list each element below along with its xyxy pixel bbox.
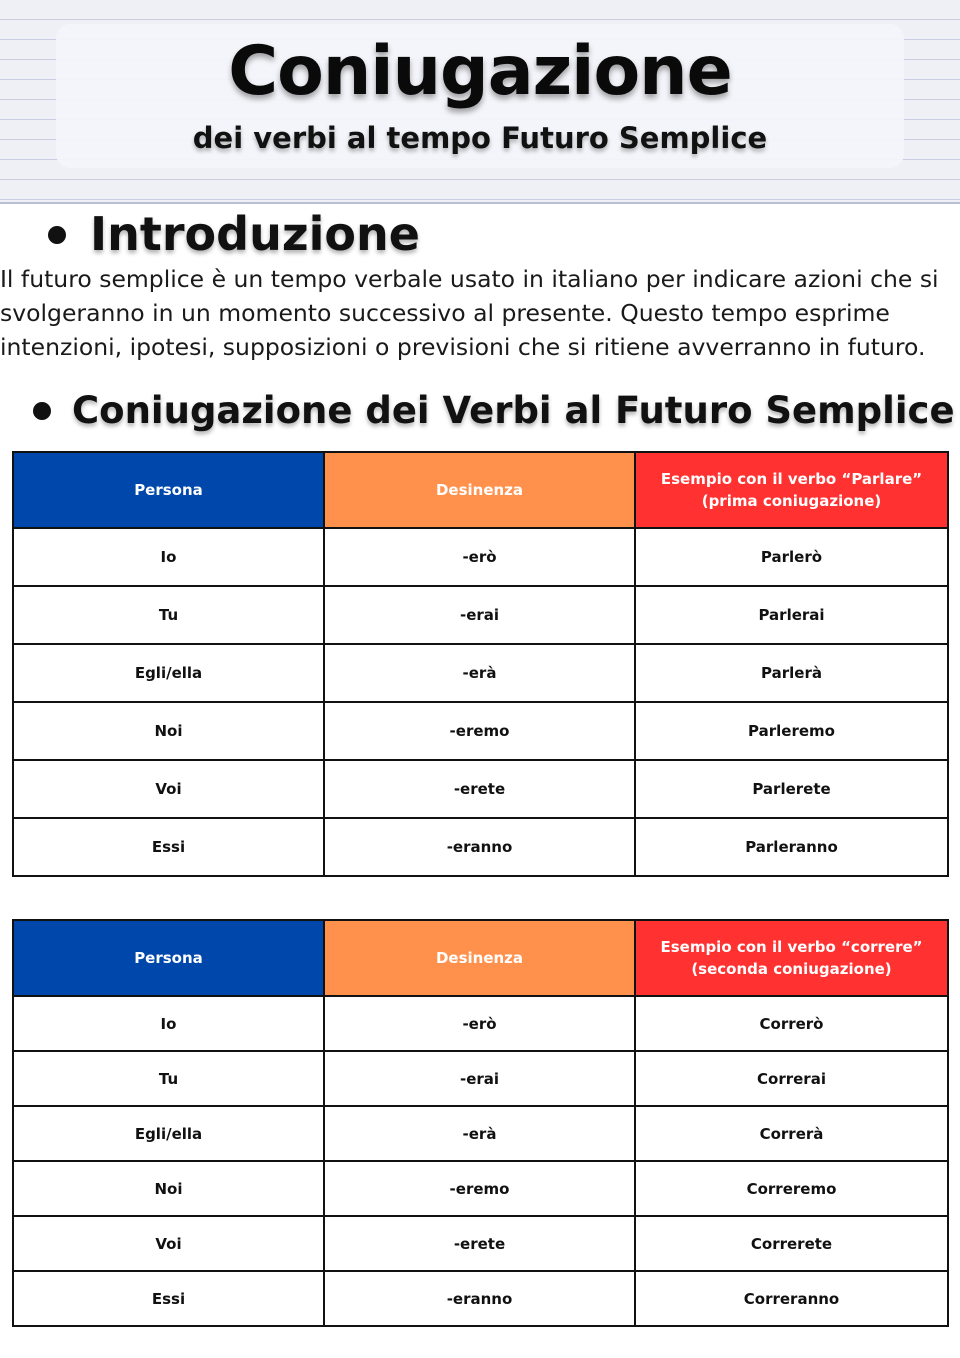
cell-persona: Egli/ella bbox=[13, 1106, 324, 1161]
intro-paragraph: Il futuro semplice è un tempo verbale usato in italiano per indicare azioni che si svolgeranno in un momento successivo al presente. Questo tempo esprime intenzioni, ipotesi, supposizioni o previsioni che si ritiene avverranno in futuro. bbox=[0, 265, 939, 361]
cell-esempio: Parleremo bbox=[635, 702, 948, 760]
header-esempio-line1: Esempio con il verbo “Parlare” bbox=[660, 470, 923, 488]
cell-esempio: Correrete bbox=[635, 1216, 948, 1271]
cell-esempio: Correrò bbox=[635, 996, 948, 1051]
table-row bbox=[13, 818, 948, 876]
table-row bbox=[13, 760, 948, 818]
page-title: Coniugazione bbox=[228, 32, 732, 111]
cell-desinenza: -erà bbox=[324, 644, 635, 702]
header-esempio bbox=[635, 920, 948, 996]
table-row bbox=[13, 1271, 948, 1326]
cell-desinenza: -erai bbox=[324, 586, 635, 644]
header-esempio-line2: (prima coniugazione) bbox=[701, 492, 882, 510]
cell-desinenza: -eremo bbox=[324, 1161, 635, 1216]
table-row bbox=[13, 586, 948, 644]
table-header-row bbox=[13, 920, 948, 996]
cell-desinenza: -erete bbox=[324, 760, 635, 818]
table-row bbox=[13, 1051, 948, 1106]
page-subtitle: dei verbi al tempo Futuro Semplice bbox=[192, 121, 768, 155]
cell-persona: Noi bbox=[13, 1161, 324, 1216]
cell-persona: Noi bbox=[13, 702, 324, 760]
header-esempio bbox=[635, 452, 948, 528]
bullet-icon bbox=[48, 226, 66, 244]
table-row bbox=[13, 644, 948, 702]
table-row bbox=[13, 1106, 948, 1161]
conjugation-table-correre bbox=[12, 919, 949, 1327]
cell-desinenza: -erò bbox=[324, 528, 635, 586]
cell-persona: Io bbox=[13, 528, 324, 586]
cell-persona: Tu bbox=[13, 1051, 324, 1106]
intro-heading: Introduzione bbox=[90, 207, 420, 261]
cell-desinenza: -erai bbox=[324, 1051, 635, 1106]
header-persona: Persona bbox=[13, 452, 324, 528]
cell-desinenza: -eremo bbox=[324, 702, 635, 760]
table-header-row bbox=[13, 452, 948, 528]
cell-persona: Voi bbox=[13, 760, 324, 818]
cell-esempio: Correranno bbox=[635, 1271, 948, 1326]
bullet-icon bbox=[33, 402, 51, 420]
header-esempio-line2: (seconda coniugazione) bbox=[691, 960, 892, 978]
cell-esempio: Correrai bbox=[635, 1051, 948, 1106]
cell-persona: Essi bbox=[13, 1271, 324, 1326]
header-persona: Persona bbox=[13, 920, 324, 996]
cell-esempio: Parleranno bbox=[635, 818, 948, 876]
table-row bbox=[13, 528, 948, 586]
cell-persona: Tu bbox=[13, 586, 324, 644]
table-row bbox=[13, 1216, 948, 1271]
cell-desinenza: -erete bbox=[324, 1216, 635, 1271]
cell-esempio: Parlerete bbox=[635, 760, 948, 818]
cell-persona: Egli/ella bbox=[13, 644, 324, 702]
table-row bbox=[13, 702, 948, 760]
cell-desinenza: -erò bbox=[324, 996, 635, 1051]
cell-desinenza: -erà bbox=[324, 1106, 635, 1161]
section-heading: Coniugazione dei Verbi al Futuro Semplice bbox=[72, 389, 955, 432]
conjugation-table-parlare bbox=[12, 451, 949, 877]
cell-persona: Essi bbox=[13, 818, 324, 876]
cell-persona: Voi bbox=[13, 1216, 324, 1271]
header-desinenza: Desinenza bbox=[324, 452, 635, 528]
table-row bbox=[13, 1161, 948, 1216]
cell-desinenza: -eranno bbox=[324, 818, 635, 876]
header-desinenza: Desinenza bbox=[324, 920, 635, 996]
cell-esempio: Parlerai bbox=[635, 586, 948, 644]
cell-esempio: Correrà bbox=[635, 1106, 948, 1161]
table-row bbox=[13, 996, 948, 1051]
cell-persona: Io bbox=[13, 996, 324, 1051]
cell-esempio: Parlerà bbox=[635, 644, 948, 702]
cell-esempio: Correremo bbox=[635, 1161, 948, 1216]
cell-esempio: Parlerò bbox=[635, 528, 948, 586]
header-esempio-line1: Esempio con il verbo “correre” bbox=[660, 938, 923, 956]
cell-desinenza: -eranno bbox=[324, 1271, 635, 1326]
